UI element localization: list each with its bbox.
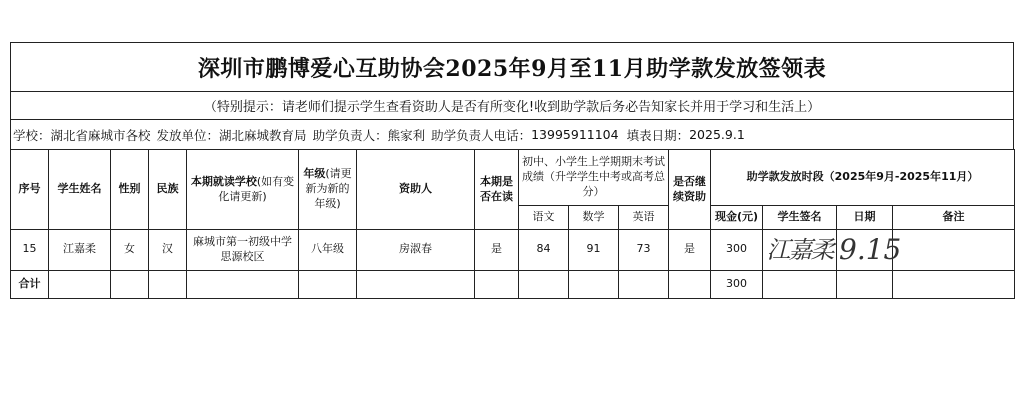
- fill-date-label: 填表日期：: [626, 127, 690, 143]
- header-gender: 性别: [111, 150, 149, 230]
- header-school: 本期就读学校(如有变化请更新): [187, 150, 299, 230]
- fill-date-value: 2025.9.1: [689, 127, 745, 142]
- table-row: [11, 230, 1015, 271]
- header-english: 英语: [619, 206, 669, 230]
- header-enrolled: 本期是否在读: [475, 150, 519, 230]
- sponsorship-table: [10, 149, 1015, 299]
- issuer-label: 发放单位：: [156, 127, 220, 143]
- cell-cash: 300: [711, 230, 763, 271]
- header-remarks: 备注: [893, 206, 1015, 230]
- cell-continue: 是: [669, 230, 711, 271]
- sheet-title: 深圳市鹏博爱心互助协会2025年9月至11月助学款发放签领表: [10, 42, 1014, 91]
- phone-label: 助学负责人电话：: [431, 127, 532, 143]
- cell-ethnicity: 汉: [149, 230, 187, 271]
- manager-label: 助学负责人：: [312, 127, 388, 143]
- cell-name: 江嘉柔: [49, 230, 111, 271]
- header-chinese: 语文: [519, 206, 569, 230]
- sign-off-sheet: [10, 42, 1014, 299]
- cell-gender: 女: [111, 230, 149, 271]
- special-notice: （特别提示：请老师们提示学生查看资助人是否有所变化!收到助学款后务必告知家长并用于学习和生活上）: [10, 91, 1014, 119]
- school-label: 学校：: [13, 127, 51, 143]
- manager-value: 熊家利: [387, 127, 426, 143]
- total-cash: 300: [711, 270, 763, 298]
- header-name: 学生姓名: [49, 150, 111, 230]
- cell-enrolled: 是: [475, 230, 519, 271]
- cell-remarks: [893, 230, 1015, 271]
- total-label: 合计: [11, 270, 49, 298]
- header-ethnicity: 民族: [149, 150, 187, 230]
- header-signature: 学生签名: [763, 206, 837, 230]
- handwritten-signature: 江嘉柔: [763, 230, 837, 271]
- header-scores: 初中、小学生上学期期末考试成绩（升学学生中考或高考总分）: [519, 150, 669, 206]
- cell-seq: 15: [11, 230, 49, 271]
- header-math: 数学: [569, 206, 619, 230]
- header-continue: 是否继续资助: [669, 150, 711, 230]
- info-line: [10, 119, 1014, 149]
- header-period: 助学款发放时段（2025年9月-2025年11月）: [711, 150, 1015, 206]
- cell-sponsor: 房淑春: [357, 230, 475, 271]
- cell-grade: 八年级: [299, 230, 357, 271]
- issuer-value: 湖北麻城教育局: [219, 127, 307, 143]
- header-seq: 序号: [11, 150, 49, 230]
- header-sign-date: 日期: [837, 206, 893, 230]
- handwritten-date: 9.15: [837, 230, 893, 271]
- school-value: 湖北省麻城市各校: [50, 127, 151, 143]
- cell-math: 91: [569, 230, 619, 271]
- total-row: [11, 270, 1015, 298]
- cell-english: 73: [619, 230, 669, 271]
- phone-value: 13995911104: [531, 127, 619, 142]
- cell-chinese: 84: [519, 230, 569, 271]
- cell-school: 麻城市第一初级中学思源校区: [187, 230, 299, 271]
- header-sponsor: 资助人: [357, 150, 475, 230]
- header-grade: 年级(请更新为新的年级): [299, 150, 357, 230]
- header-cash: 现金(元): [711, 206, 763, 230]
